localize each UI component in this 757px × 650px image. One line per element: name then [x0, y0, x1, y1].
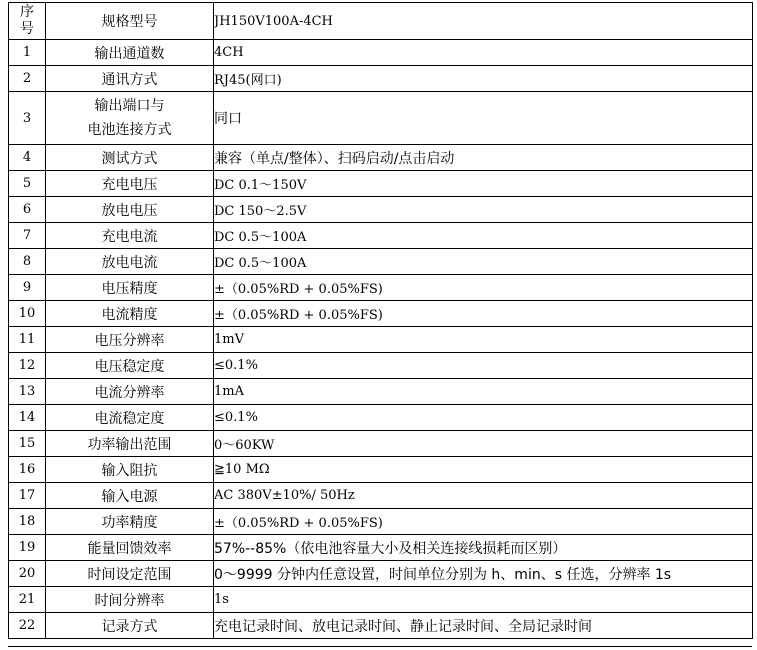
- row-value: 1mA: [214, 379, 753, 405]
- row-name: 能量回馈效率: [46, 535, 214, 561]
- table-row: [9, 145, 753, 171]
- row-value: RJ45(网口): [214, 66, 753, 92]
- row-no: 16: [9, 457, 46, 483]
- row-name: 输出通道数: [46, 40, 214, 66]
- row-value: 同口: [214, 92, 753, 145]
- header-model-value: JH150V100A-4CH: [214, 3, 753, 40]
- header-name-cell: 规格型号: [46, 3, 214, 40]
- row-name: 电流精度: [46, 301, 214, 327]
- row-value: DC 0.5～100A: [214, 249, 753, 275]
- table-row: [9, 327, 753, 353]
- row-no: 2: [9, 66, 46, 92]
- table-row: [9, 275, 753, 301]
- row-name-line1: 输出端口与: [94, 98, 165, 114]
- row-no: 5: [9, 171, 46, 197]
- row-no: 4: [9, 145, 46, 171]
- row-no: 6: [9, 197, 46, 223]
- row-value: ±（0.05%RD + 0.05%FS): [214, 509, 753, 535]
- row-value: DC 150～2.5V: [214, 197, 753, 223]
- row-value: 充电记录时间、放电记录时间、静止记录时间、全局记录时间: [214, 613, 753, 639]
- row-no: 22: [9, 613, 46, 639]
- table-row: [9, 613, 753, 639]
- table-row: [9, 405, 753, 431]
- row-name: 电压稳定度: [46, 353, 214, 379]
- table-row: [9, 483, 753, 509]
- row-no: 11: [9, 327, 46, 353]
- row-no: 14: [9, 405, 46, 431]
- row-value: 兼容（单点/整体）、扫码启动/点击启动: [214, 145, 753, 171]
- row-name: 记录方式: [46, 613, 214, 639]
- row-name: 输入阻抗: [46, 457, 214, 483]
- table-row: [9, 197, 753, 223]
- row-no: 17: [9, 483, 46, 509]
- row-name: 时间分辨率: [46, 587, 214, 613]
- header-no-line1: 序: [20, 4, 34, 20]
- row-value: 4CH: [214, 40, 753, 66]
- row-name: 电压分辨率: [46, 327, 214, 353]
- row-name: 时间设定范围: [46, 561, 214, 587]
- table-row: [9, 249, 753, 275]
- row-name: 电流分辨率: [46, 379, 214, 405]
- row-value: 57%--85%（依电池容量大小及相关连接线损耗而区别）: [214, 535, 753, 561]
- row-name: 电流稳定度: [46, 405, 214, 431]
- table-row: [9, 40, 753, 66]
- table-row: [9, 509, 753, 535]
- table-row: [9, 561, 753, 587]
- table-row: [9, 353, 753, 379]
- row-no: 3: [9, 92, 46, 145]
- row-name: 充电电压: [46, 171, 214, 197]
- row-no: 1: [9, 40, 46, 66]
- row-value: DC 0.5～100A: [214, 223, 753, 249]
- table-row: [9, 301, 753, 327]
- row-no: 18: [9, 509, 46, 535]
- row-value: ≤0.1%: [214, 353, 753, 379]
- row-name: 充电电流: [46, 223, 214, 249]
- table-bottom-rule: [8, 646, 752, 647]
- row-value: 0～9999 分钟内任意设置，时间单位分别为 h、min、s 任选，分辨率 1s: [214, 561, 753, 587]
- header-no-line2: 号: [20, 21, 34, 37]
- row-value: 1s: [214, 587, 753, 613]
- table-row: [9, 587, 753, 613]
- table-row: [9, 535, 753, 561]
- table-row: [9, 457, 753, 483]
- row-name: 功率精度: [46, 509, 214, 535]
- row-name: 输入电源: [46, 483, 214, 509]
- row-name: 放电电流: [46, 249, 214, 275]
- row-name: 电压精度: [46, 275, 214, 301]
- row-value: ≧10 MΩ: [214, 457, 753, 483]
- row-no: 21: [9, 587, 46, 613]
- row-no: 7: [9, 223, 46, 249]
- row-name: [46, 92, 214, 145]
- row-value: 0～60KW: [214, 431, 753, 457]
- row-no: 15: [9, 431, 46, 457]
- row-name: 通讯方式: [46, 66, 214, 92]
- row-no: 8: [9, 249, 46, 275]
- row-no: 10: [9, 301, 46, 327]
- row-value: 1mV: [214, 327, 753, 353]
- row-no: 20: [9, 561, 46, 587]
- header-row: [9, 3, 753, 40]
- spec-table: [8, 2, 753, 639]
- row-no: 12: [9, 353, 46, 379]
- table-row: [9, 92, 753, 145]
- table-row: [9, 223, 753, 249]
- row-name: 测试方式: [46, 145, 214, 171]
- row-value: AC 380V±10%/ 50Hz: [214, 483, 753, 509]
- table-row: [9, 66, 753, 92]
- row-no: 13: [9, 379, 46, 405]
- row-value: ≤0.1%: [214, 405, 753, 431]
- row-name: 功率输出范围: [46, 431, 214, 457]
- row-no: 19: [9, 535, 46, 561]
- table-row: [9, 431, 753, 457]
- header-no-cell: [9, 3, 46, 40]
- row-no: 9: [9, 275, 46, 301]
- row-name-line2: 电池连接方式: [87, 122, 172, 138]
- row-name: 放电电压: [46, 197, 214, 223]
- row-value: DC 0.1～150V: [214, 171, 753, 197]
- table-row: [9, 379, 753, 405]
- row-value: ±（0.05%RD + 0.05%FS): [214, 275, 753, 301]
- row-value: ±（0.05%RD + 0.05%FS): [214, 301, 753, 327]
- table-row: [9, 171, 753, 197]
